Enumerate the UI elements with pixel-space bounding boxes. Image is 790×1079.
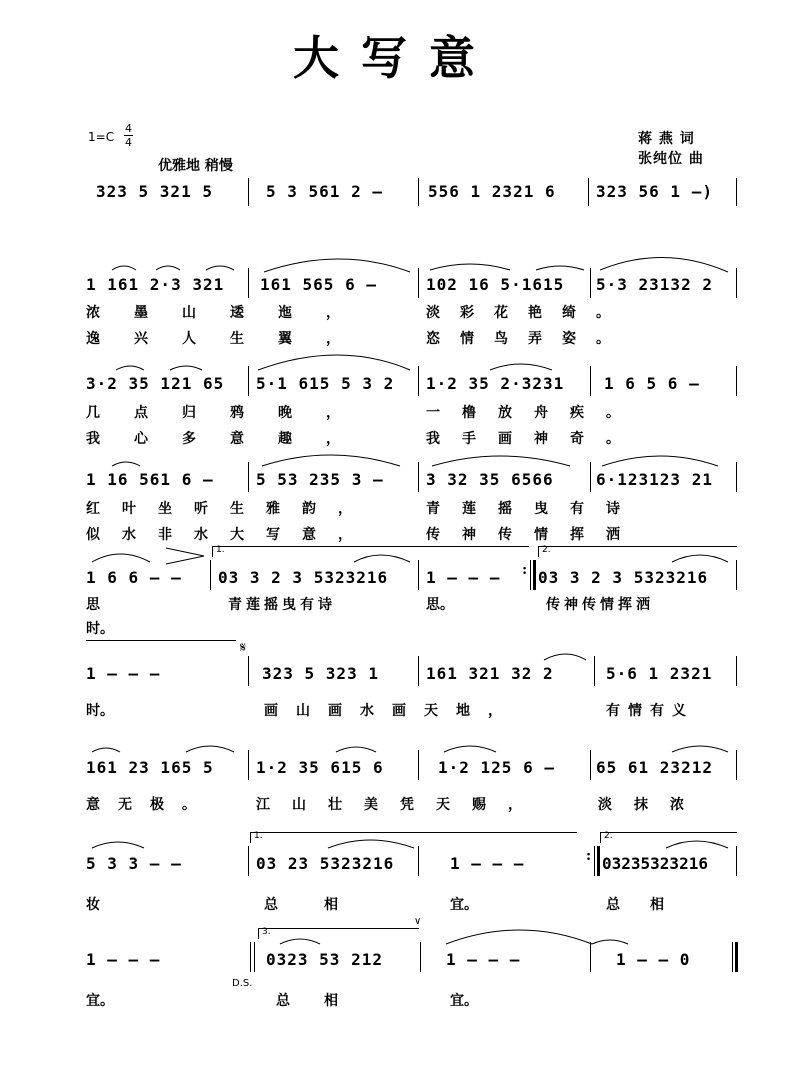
measure: 3 32 35 6566 (426, 470, 554, 489)
slur (262, 455, 400, 466)
measure: 323 5 323 1 (262, 664, 379, 683)
tempo-marking: 优雅地 稍慢 (158, 158, 233, 174)
lyric-line-1: 宜。 (450, 897, 478, 913)
slur (430, 264, 510, 270)
slur (206, 266, 234, 270)
lyric-line-1: 意无极。 (86, 797, 214, 813)
repeat-sign: : (522, 562, 528, 578)
measure: 161 565 6 – (260, 275, 377, 294)
slur (446, 930, 592, 944)
lyric-line-1: 总相 (276, 993, 372, 1009)
lyric-line-1: 总相 (264, 897, 384, 913)
song-title: 大写意 (293, 31, 497, 85)
lyric-line-1: 妆 (86, 897, 100, 913)
slur (112, 462, 140, 466)
slur (92, 748, 120, 752)
lyric-line-1: 时。 (86, 703, 114, 719)
lyric-line-2: 恣情鸟弄姿。 (426, 331, 630, 347)
measure: 5 3 561 2 – (266, 182, 383, 201)
lyric-line-1: 红叶坐听生雅韵， (86, 501, 374, 517)
composer-credit: 张纯位 曲 (638, 151, 704, 167)
measure: 1 – – – (86, 950, 161, 969)
volta-label: 2. (604, 831, 613, 841)
slur (444, 746, 496, 752)
volta-label: 1. (216, 545, 225, 555)
lyric-line-1: 画山画水画天地， (264, 703, 520, 719)
measure: 03 3 2 3 5323216 (218, 568, 389, 587)
measure: 5·3 23132 2 (596, 275, 713, 294)
lyric-line-1: 传神传情挥洒 (546, 597, 654, 613)
lyric-line-2: 我心多意趣， (86, 431, 374, 447)
slur (336, 747, 376, 752)
measure: 1·2 125 6 – (438, 758, 555, 777)
slur (92, 842, 144, 848)
slur (666, 841, 728, 848)
slur (600, 257, 728, 272)
measure: 1 – – – (450, 854, 525, 873)
measure: 1 – – – (426, 568, 501, 587)
measure: 65 61 23212 (596, 758, 713, 777)
measure: 1 – – – (446, 950, 521, 969)
measure: 03235323216 (602, 854, 708, 873)
measure: 1·2 35 615 6 (256, 758, 384, 777)
lyric-line-1: 总相 (606, 897, 694, 913)
measure: 1·2 35 2·3231 (426, 374, 565, 393)
measure: 1 – – – (86, 664, 161, 683)
measure: 6·123123 21 (596, 470, 713, 489)
slur (92, 554, 150, 562)
slur (490, 364, 552, 370)
segno-icon: 𝄋 (240, 640, 247, 656)
slur (258, 355, 410, 370)
slur (592, 940, 628, 944)
lyric-line-2: 逸兴人生翼， (86, 331, 374, 347)
lyric-line-1: 有情有义 (606, 703, 694, 719)
lyric-line-1: 淡彩花艳绮。 (426, 305, 630, 321)
lyric-line-1: 浓墨山逶迤， (86, 305, 374, 321)
lyric-line-1: 思。 (426, 597, 454, 613)
slur (354, 555, 410, 562)
slur (602, 456, 718, 466)
slur (672, 555, 728, 562)
lyric-line-1: 几点归鸦晚， (86, 405, 374, 421)
lyric-line-2: 传神传情挥洒 (426, 527, 642, 543)
lyric-line-2: 我手画神奇。 (426, 431, 642, 447)
slur (170, 366, 202, 370)
measure: 161 321 32 2 (426, 664, 554, 683)
slur (156, 266, 180, 270)
lyric-line-1: 淡抹浓 (598, 797, 706, 813)
measure: 1 6 5 6 – (604, 374, 700, 393)
lyric-line-1: 宜。 (450, 993, 478, 1009)
slur (432, 456, 570, 466)
key-signature: 1=C (88, 130, 115, 144)
meter-top: 4 (125, 122, 132, 135)
volta-label: 1. (254, 831, 263, 841)
lyric-line-1: 青莲摇曳有诗 (426, 501, 642, 517)
slur (672, 746, 728, 752)
breath-mark-icon: ∨ (414, 916, 422, 927)
measure: 03 23 5323216 (256, 854, 395, 873)
slur (544, 654, 586, 660)
slur (186, 746, 234, 752)
slur (280, 939, 320, 944)
volta-label: 3. (262, 927, 271, 937)
measure: 1 161 2·3 321 (86, 275, 225, 294)
meter-bottom: 4 (125, 136, 132, 149)
measure: 0323 53 212 (266, 950, 383, 969)
measure: 1 16 561 6 – (86, 470, 214, 489)
lyric-line-1: 思 (86, 597, 100, 613)
measure: 323 5 321 5 (96, 182, 213, 201)
measure: 3·2 35 121 65 (86, 374, 225, 393)
measure: 03 3 2 3 5323216 (538, 568, 709, 587)
slur (328, 840, 414, 848)
lyric-line-1: 一橹放舟疾。 (426, 405, 642, 421)
slur (264, 259, 410, 272)
measure: 1 6 6 – – (86, 568, 182, 587)
repeat-sign: : (586, 848, 592, 864)
measure: 5·6 1 2321 (606, 664, 713, 683)
measure: 323 56 1 –) (596, 182, 713, 201)
lyric-line-2: 似水非水大写意， (86, 527, 374, 543)
da-segno-mark: D.S. (232, 978, 253, 989)
slur (116, 366, 144, 370)
measure: 102 16 5·1615 (426, 275, 565, 294)
measure: 556 1 2321 6 (428, 182, 556, 201)
slur (536, 266, 584, 270)
lyric-line-1: 青莲摇曳有诗 (228, 597, 336, 613)
measure: 1 – – 0 (616, 950, 691, 969)
lyric-line-1: 江山壮美凭天赐， (256, 797, 544, 813)
measure: 5 3 3 – – (86, 854, 182, 873)
measure: 5·1 615 5 3 2 (256, 374, 395, 393)
lyricist-credit: 蒋 燕 词 (638, 131, 695, 147)
lyric-line-2: 时。 (86, 621, 114, 637)
slur (112, 266, 136, 270)
volta-label: 2. (542, 545, 551, 555)
lyric-line-1: 宜。 (86, 993, 114, 1009)
measure: 5 53 235 3 – (256, 470, 384, 489)
crescendo-hairpin (166, 548, 204, 564)
measure: 161 23 165 5 (86, 758, 214, 777)
